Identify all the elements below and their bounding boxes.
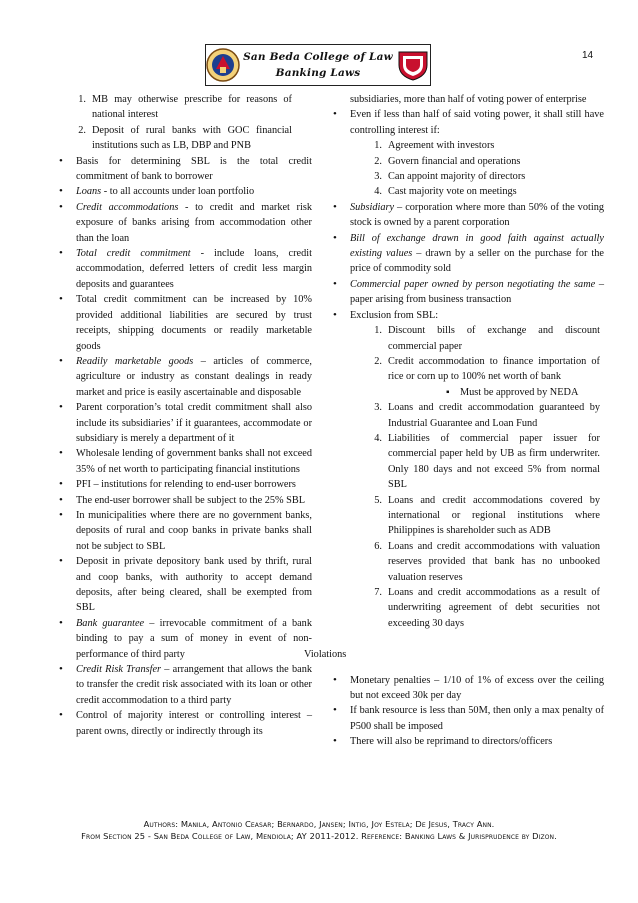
- violations-heading: Violations: [304, 649, 347, 661]
- list-item: • Control of majority interest or controlling interest – parent owns, directly or indirectly through its: [52, 708, 312, 739]
- left-bullet-list: [52, 154, 312, 739]
- controlling-conditions: [360, 138, 604, 200]
- left-column: [52, 92, 312, 739]
- list-item: • Commercial paper owned by person negotiating the same – paper arising from business transaction: [326, 277, 604, 308]
- list-item: • Total credit commitment - include loans, credit accommodation, deferred letters of credit less margin deposits and guarantees: [52, 246, 312, 292]
- list-item: 6. Loans and credit accommodations with valuation reserves provided that bank has no unbooked valuation reserves: [374, 540, 600, 583]
- list-item: 3. Can appoint majority of directors: [374, 171, 526, 183]
- list-item: 5. Loans and credit accommodations covered by international or regional institutions where Philippines is shareholder such as ADB: [374, 494, 600, 537]
- list-item: • If bank resource is less than 50M, then only a max penalty of P500 shall be imposed: [326, 703, 604, 734]
- school-seal-logo: [205, 47, 241, 83]
- list-item: • Bill of exchange drawn in good faith against actually existing values – drawn by a seller on the purchase for the price of commodity sold: [326, 231, 604, 277]
- list-item: ▪ Must be approved by NEDA: [446, 385, 604, 400]
- list-item: 2. Credit accommodation to finance importation of rice or corn up to 100% net worth of bank ▪ Must be approved by NEDA: [360, 354, 604, 400]
- header-title: [242, 49, 394, 81]
- list-item: 1. MB may otherwise prescribe for reasons of national interest: [78, 94, 292, 121]
- controlling-interest-list: [326, 107, 604, 631]
- list-item: 2. Govern financial and operations: [374, 155, 521, 167]
- page-number: 14: [582, 50, 594, 61]
- list-item: • There will also be reprimand to directors/officers: [326, 734, 604, 749]
- list-item: • Readily marketable goods – articles of commerce, agriculture or industry as constant dealings in ready market and price is easily ascertainable and disposable: [52, 354, 312, 400]
- list-item: • Wholesale lending of government banks shall not exceed 35% of net worth to participating financial institutions: [52, 446, 312, 477]
- list-item: • Basis for determining SBL is the total credit commitment of bank to borrower: [52, 154, 312, 185]
- subject-name: Banking Laws: [275, 67, 361, 79]
- list-item: • In municipalities where there are no government banks, deposits of rural and coop banks in private banks shall not be subject to SBL: [52, 508, 312, 554]
- list-item: 2. Deposit of rural banks with GOC financial institutions such as LB, DBP and PNB: [78, 124, 292, 152]
- list-item: • Deposit in private depository bank used by thrift, rural and coop banks, with authority to accept demand deposits, after being cleared, shall be exempted from SBL: [52, 554, 312, 616]
- list-item: • Bank guarantee – irrevocable commitment of a bank binding to pay a sum of money in event of non-performance of third party: [52, 616, 312, 662]
- list-item: • Subsidiary – corporation where more than 50% of the voting stock is owned by a parent corporation: [326, 200, 604, 231]
- list-item: • Credit Risk Transfer – arrangement that allows the bank to transfer the credit risk associated with its loan or other credit accommodation to a third party: [52, 662, 312, 708]
- list-item: 4. Liabilities of commercial paper issuer for commercial paper held by UB as firm underwriter. Only 180 days and not exceed 5% from normal SBL: [374, 432, 600, 491]
- continuation-text: subsidiaries, more than half of voting power of enterprise: [350, 94, 587, 105]
- list-item: • The end-user borrower shall be subject to the 25% SBL: [52, 493, 312, 508]
- list-item: • Credit accommodations - to credit and market risk exposure of banks arising from accommodation other than the loan: [52, 200, 312, 246]
- header-box: [205, 44, 431, 86]
- list-item: • Loans - to all accounts under loan portfolio: [52, 184, 312, 199]
- violations-list: [326, 673, 604, 750]
- list-item: • Total credit commitment can be increased by 10% provided additional liabilities are secured by trust receipts, shipping documents or readily marketable goods: [52, 292, 312, 354]
- list-item: • Even if less than half of said voting power, it shall still have controlling interest if: 1. Agreement with investors 2. Govern financial and operations 3. Can appoint majority of directors 4. Cast majority vote on meetings: [326, 107, 604, 199]
- footer-reference: From Section 25 - San Beda College of Law, Mendiola; AY 2011-2012. Reference: Banking Laws & Jurisprudence by Dizon.: [81, 831, 557, 841]
- list-item: • Parent corporation’s total credit commitment shall also include its subsidiaries’ if it guarantees, accommodate or subsidiary is merely a department of it: [52, 400, 312, 446]
- list-item: • Monetary penalties – 1/10 of 1% of excess over the ceiling but not exceed 30k per day: [326, 673, 604, 704]
- list-item: 4. Cast majority vote on meetings: [374, 186, 517, 198]
- right-column: [304, 92, 604, 750]
- list-item: 7. Loans and credit accommodations as a result of underwriting agreement of debt securities not exceeding 30 days: [374, 587, 600, 629]
- list-item: 1. Discount bills of exchange and discount commercial paper: [374, 325, 600, 352]
- list-item: 1. Agreement with investors: [374, 140, 495, 152]
- list-item: 3. Loans and credit accommodation guaranteed by Industrial Guarantee and Loan Fund: [374, 402, 600, 429]
- exclusion-list: [360, 323, 604, 631]
- shield-logo: [395, 47, 431, 83]
- left-top-numbered-list: [64, 92, 312, 154]
- neda-sublist: [446, 385, 604, 400]
- list-item: • PFI – institutions for relending to end-user borrowers: [52, 477, 312, 492]
- list-item: • Exclusion from SBL: 1. Discount bills of exchange and discount commercial paper 2. Credit accommodation to finance importation of rice or corn up to 100% net worth of bank ▪ Must be approved by NEDA 3. Loans and credit accommodation guaranteed by Industrial Guarantee and Loan Fund 4. Liabilities of commercial paper issuer for commercial paper held by UB as firm underwriter. Only 180 days and not exceed 5% from normal SBL 5. Loans and credit accommodations covered by international or regional institutions where Philippines is shareholder such as ADB 6. Loans and credit accommodations with valuation reserves provided that bank has no unbooked valuation reserves 7. Loans and credit accommodations as a result of underwriting agreement of debt securities not exceeding 30 days: [326, 308, 604, 632]
- footer-authors: Authors: Manila, Antonio Ceasar; Bernardo, Jansen; Intig, Joy Estela; De Jesus, Tracy Ann.: [143, 819, 495, 829]
- college-name: San Beda College of Law: [243, 51, 393, 63]
